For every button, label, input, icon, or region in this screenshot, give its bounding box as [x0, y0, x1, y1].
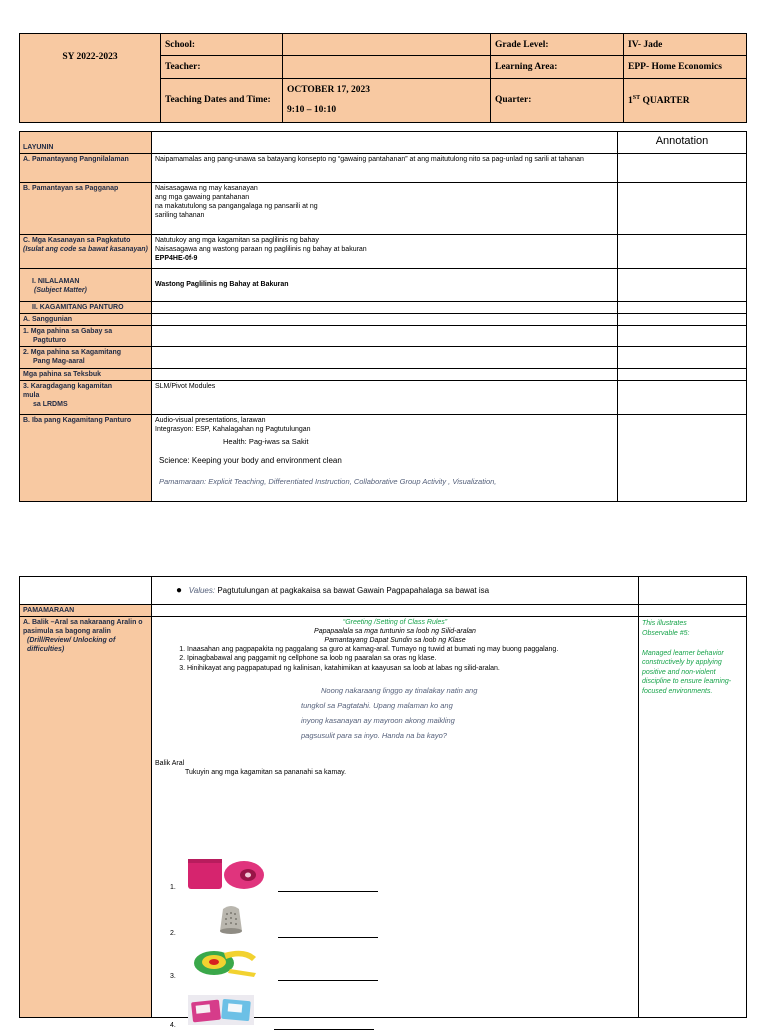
pamantayang-pangnilalaman-label: A. Pamantayang Pangnilalaman	[20, 154, 152, 183]
sanggunian-label: A. Sanggunian	[20, 314, 152, 326]
pamamaraan-methods: Pamamaraan: Explicit Teaching, Differentiated Instruction, Collaborative Group Activity , Visualization,	[159, 476, 497, 486]
grade-value: IV- Jade	[624, 34, 747, 56]
annotation-header: Annotation	[618, 132, 747, 154]
time-value: 9:10 – 10:10	[287, 105, 337, 116]
values-text: Pagtutulungan at pagkakaisa sa bawat Gawain Pagpapahalaga sa bawat isa	[215, 586, 490, 595]
competency-code: EPP4HE-0f-9	[155, 255, 198, 263]
answer-line-2	[278, 929, 378, 938]
science-integration: Science: Keeping your body and environment clean	[159, 455, 342, 465]
kagamitang-panturo-label: II. KAGAMITANG PANTURO	[20, 302, 152, 314]
pamantayan-pagganap-text: Naisasagawa ng may kasanayan ang mga gawaing pantahanan na makatutulong sa pangangalaga ng pansarili at ng sariling tahanan	[152, 183, 618, 235]
thread-spool-image	[186, 855, 266, 893]
values-label: Values:	[188, 586, 216, 595]
quarter-label: Quarter:	[491, 78, 624, 123]
kagamitang-mag-aaral-label: 2. Mga pahina sa Kagamitang Pang Mag-aaral	[20, 347, 152, 368]
pamamaraan-label: PAMAMARAAN	[20, 605, 152, 617]
values-row: ● Values: Pagtutulungan at pagkakaisa sa bawat Gawain Pagpapahalaga sa bawat isa	[152, 577, 639, 605]
kasanayan-label: C. Mga Kasanayan sa Pagkatuto (Isulat ang code sa bawat kasanayan)	[20, 235, 152, 269]
item-number: 1.	[170, 884, 176, 892]
date-value: OCTOBER 17, 2023	[287, 85, 370, 96]
pamantayang-pangnilalaman-text: Naipamamalas ang pang-unawa sa batayang konsepto ng “gawaing pantahanan” at ang maitutulong nito sa pag-unlad ng sarili at tahanan	[152, 154, 618, 183]
balik-aral-label: A. Balik –Aral sa nakaraang Aralin o pasimula sa bagong aralin (Drill/Review/ Unlocking of difficulties)	[20, 617, 152, 1018]
balik-aral-content: “Greeting /Setting of Class Rules” Papapaalala sa mga tuntunin sa loob ng Silid-aralan Pamantayang Dapat Sundin sa loob ng Klase 1. Inaasahan ang pagpapakita ng paggalang sa guro at kamag-aral. Tumayo ng tuwid at bumati ng may buong paggalang. 2. Ipinagbabawal ang paggamit ng cellphone sa loob ng paaralan sa oras ng klase. 3. Hinihikayat ang pagpapatupad ng kalinisan, katahimikan at kaayusan sa loob at labas ng silid-aralan. Noong nakaraang linggo ay tinalakay natin ang tungkol sa Pagtatahi. Upang malaman ko ang inyong kasanayan ay mayroon akong maikling pagsusulit para sa inyo. Handa na ba kayo? Balik Aral Tukuyin ang mga kagamitan sa pananahi sa kamay. 1. 2. 3. 4.	[152, 617, 639, 1018]
balik-aral-instruction: Tukuyin ang mga kagamitan sa pananahi sa kamay.	[185, 768, 347, 776]
dates-label: Teaching Dates and Time:	[161, 78, 283, 123]
intro-story: Noong nakaraang linggo ay tinalakay natin ang tungkol sa Pagtatahi. Upang malaman ko ang inyong kasanayan ay mayroon akong maikling pagsusulit para sa inyo. Handa na ba kayo?	[301, 685, 478, 740]
answer-line-4	[274, 1021, 374, 1030]
teacher-value	[283, 56, 491, 78]
item-number: 2.	[170, 930, 176, 938]
answer-line-1	[278, 883, 378, 892]
annotation-observable: This illustrates Observable #5: Managed learner behavior constructively by applying positive and non-violent discipline to ensure learning-focused environments.	[639, 617, 747, 1018]
teacher-label: Teacher:	[161, 56, 283, 78]
area-label: Learning Area:	[491, 56, 624, 78]
class-rules-list	[155, 645, 635, 672]
header-table	[19, 33, 747, 123]
measuring-tape-image	[190, 943, 258, 979]
iba-pang-kagamitan-label: B. Iba pang Kagamitang Panturo	[20, 414, 152, 501]
item-number: 4.	[170, 1022, 176, 1030]
gabay-label: 1. Mga pahina sa Gabay sa Pagtuturo	[20, 326, 152, 347]
quarter-value: 1ST QUARTER	[624, 78, 747, 123]
rule-item: 3. Hinihikayat ang pagpapatupad ng kalinisan, katahimikan at kaayusan sa loob at labas ng silid-aralan.	[187, 664, 635, 673]
school-value	[283, 34, 491, 56]
needle-pack-image	[188, 995, 254, 1025]
nilalaman-label: I. NILALAMAN (Subject Matter)	[20, 269, 152, 302]
karagdagang-label: 3. Karagdagang kagamitan mula sa LRDMS	[20, 380, 152, 414]
answer-line-3	[278, 972, 378, 981]
procedure-table	[19, 576, 747, 1030]
grade-label: Grade Level:	[491, 34, 624, 56]
balik-aral-title: Balik Aral	[155, 759, 185, 767]
health-integration: Health: Pag-iwas sa Sakit	[223, 436, 309, 446]
greeting-title: “Greeting /Setting of Class Rules”	[342, 619, 448, 627]
item-number: 3.	[170, 973, 176, 981]
school-label: School:	[161, 34, 283, 56]
karagdagang-text: SLM/Pivot Modules	[152, 380, 618, 414]
area-value: EPP- Home Economics	[624, 56, 747, 78]
layunin-label: LAYUNIN	[20, 132, 152, 154]
kasanayan-text: Natutukoy ang mga kagamitan sa paglilinis ng bahay Naisasagawa ang wastong paraan ng paglilinis ng bahay at bakuran EPP4HE-0f-9	[152, 235, 618, 269]
school-year: SY 2022-2023	[20, 34, 161, 123]
lesson-plan-table	[19, 131, 747, 502]
dates-value	[283, 78, 491, 123]
thimble-image	[210, 901, 252, 935]
rule-item: 1. Inaasahan ang pagpapakita ng paggalang sa guro at kamag-aral. Tumayo ng tuwid at bumati ng may buong paggalang.	[187, 645, 635, 654]
rule-item: 2. Ipinagbabawal ang paggamit ng cellphone sa loob ng paaralan sa oras ng klase.	[187, 654, 635, 663]
teksbuk-label: Mga pahina sa Teksbuk	[20, 368, 152, 380]
nilalaman-text: Wastong Paglilinis ng Bahay at Bakuran	[152, 269, 618, 302]
pamantayan-pagganap-label: B. Pamantayan sa Pagganap	[20, 183, 152, 235]
iba-pang-kagamitan-text: Audio-visual presentations, larawan Integrasyon: ESP, Kahalagahan ng Pagtutulungan Health: Pag-iwas sa Sakit Science: Keeping your body and environment clean Pamamaraan: Explicit Teaching, Differentiated Instruction, Collaborative Group Activity , Visualization,	[152, 414, 618, 501]
